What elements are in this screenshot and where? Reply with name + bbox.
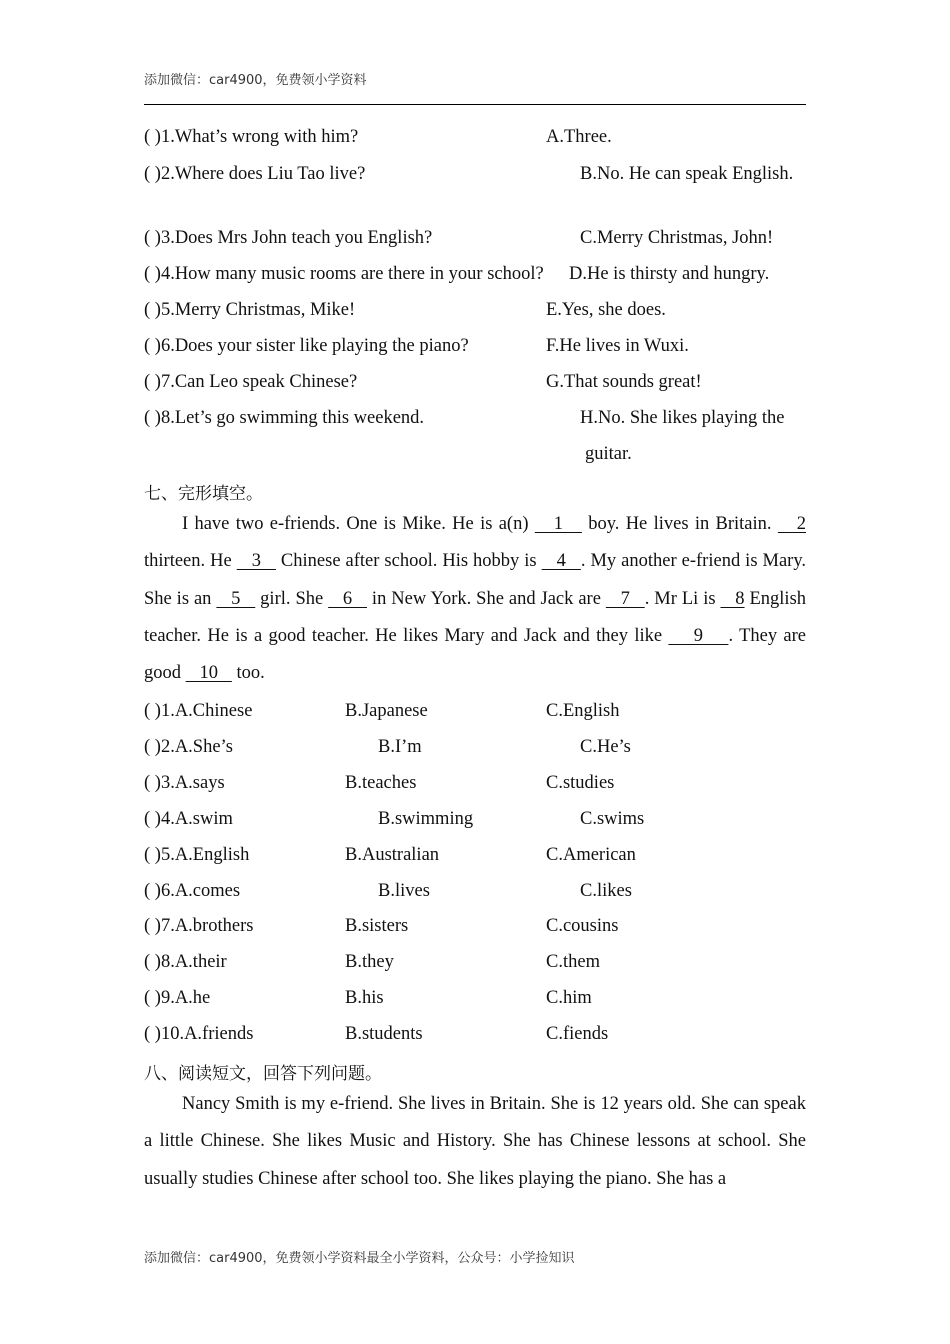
page-footer: 添加微信：car4900，免费领小学资料最全小学资料，公众号：小学捡知识 <box>144 1251 575 1266</box>
cloze-blank-10: 10 <box>185 663 232 684</box>
matching-question-7: ( )7.Can Leo speak Chinese? <box>144 372 358 392</box>
cloze-option-9-a: ( )9.A.he <box>144 988 211 1008</box>
matching-question-2: ( )2.Where does Liu Tao live? <box>144 164 366 184</box>
cloze-text-6: girl. She <box>255 588 329 609</box>
matching-answer-c: C.Merry Christmas, John! <box>580 228 774 248</box>
matching-answer-h-continued: guitar. <box>585 444 632 464</box>
cloze-passage <box>144 506 806 692</box>
cloze-blank-1: 1 <box>534 514 582 534</box>
reading-passage-text: Nancy Smith is my e-friend. She lives in Britain. She is 12 years old. She can speak a little Chinese. She likes Music and History. She has Chinese lessons at school. She usually studies Chinese after school too. She likes playing the piano. She has a <box>144 1094 806 1189</box>
cloze-option-7-b: B.sisters <box>345 916 409 936</box>
cloze-option-9-b: B.his <box>345 988 384 1008</box>
cloze-text-4: Chinese after school. His hobby is <box>275 551 542 572</box>
matching-answer-a: A.Three. <box>546 127 612 147</box>
cloze-blank-2: 2 <box>777 514 807 534</box>
matching-answer-e: E.Yes, she does. <box>546 300 666 320</box>
matching-answer-d: D.He is thirsty and hungry. <box>569 264 770 284</box>
cloze-option-8-c: C.them <box>546 952 600 972</box>
matching-question-5: ( )5.Merry Christmas, Mike! <box>144 300 356 320</box>
cloze-option-10-a: ( )10.A.friends <box>144 1024 254 1044</box>
cloze-option-10-c: C.fiends <box>546 1024 609 1044</box>
cloze-option-4-a: ( )4.A.swim <box>144 809 233 829</box>
cloze-option-3-a: ( )3.A.says <box>144 773 225 793</box>
cloze-blank-7: 7 <box>605 588 645 609</box>
cloze-option-3-c: C.studies <box>546 773 615 793</box>
cloze-option-5-b: B.Australian <box>345 845 440 865</box>
cloze-option-9-c: C.him <box>546 988 592 1008</box>
cloze-option-1-a: ( )1.A.Chinese <box>144 701 253 721</box>
matching-answer-b: B.No. He can speak English. <box>580 164 794 184</box>
header-rule <box>144 104 806 105</box>
reading-section-title: 八、阅读短文，回答下列问题。 <box>144 1064 382 1084</box>
matching-question-1: ( )1.What’s wrong with him? <box>144 127 359 147</box>
cloze-text-7: in New York. She and Jack are <box>367 588 606 609</box>
cloze-text-8: . Mr Li is <box>644 588 721 609</box>
cloze-option-5-c: C.American <box>546 845 636 865</box>
cloze-option-1-c: C.English <box>546 701 620 721</box>
cloze-text-3: thirteen. He <box>144 551 237 572</box>
cloze-option-6-b: B.lives <box>378 881 430 901</box>
cloze-option-1-b: B.Japanese <box>345 701 428 721</box>
cloze-option-6-a: ( )6.A.comes <box>144 881 241 901</box>
matching-question-8: ( )8.Let’s go swimming this weekend. <box>144 408 425 428</box>
cloze-option-4-c: C.swims <box>580 809 645 829</box>
cloze-option-2-a: ( )2.A.She’s <box>144 737 233 757</box>
cloze-option-10-b: B.students <box>345 1024 423 1044</box>
matching-question-4: ( )4.How many music rooms are there in your school? <box>144 264 544 284</box>
cloze-blank-6: 6 <box>328 588 367 609</box>
cloze-option-4-b: B.swimming <box>378 809 474 829</box>
matching-question-6: ( )6.Does your sister like playing the piano? <box>144 336 469 356</box>
cloze-section-title: 七、完形填空。 <box>144 484 263 504</box>
cloze-option-8-b: B.they <box>345 952 394 972</box>
cloze-blank-3: 3 <box>236 551 276 572</box>
cloze-text-2: boy. He lives in Britain. <box>581 514 778 534</box>
cloze-blank-8: 8 <box>720 588 745 609</box>
cloze-option-6-c: C.likes <box>580 881 632 901</box>
cloze-option-7-a: ( )7.A.brothers <box>144 916 254 936</box>
cloze-blank-4: 4 <box>541 551 581 572</box>
matching-answer-f: F.He lives in Wuxi. <box>546 336 689 356</box>
cloze-option-2-c: C.He’s <box>580 737 631 757</box>
cloze-option-3-b: B.teaches <box>345 773 417 793</box>
reading-passage <box>144 1086 806 1198</box>
cloze-blank-5: 5 <box>216 588 256 609</box>
cloze-option-2-b: B.I’m <box>378 737 422 757</box>
matching-question-3: ( )3.Does Mrs John teach you English? <box>144 228 433 248</box>
cloze-option-5-a: ( )5.A.English <box>144 845 250 865</box>
cloze-text-5: . My another e-friend is Mary. She is an <box>144 551 807 609</box>
cloze-text-1: I have two e-friends. One is Mike. He is a(n) <box>182 514 535 534</box>
cloze-text-9: English teacher. He is a good teacher. He likes Mary and Jack and they like <box>144 588 807 646</box>
cloze-option-7-c: C.cousins <box>546 916 619 936</box>
cloze-text-10: . They are good <box>144 625 807 684</box>
cloze-blank-9: 9 <box>668 625 729 646</box>
matching-answer-g: G.That sounds great! <box>546 372 702 392</box>
cloze-option-8-a: ( )8.A.their <box>144 952 227 972</box>
cloze-text-11: too. <box>231 663 265 684</box>
page-header: 添加微信：car4900，免费领小学资料 <box>144 73 367 88</box>
matching-answer-h: H.No. She likes playing the <box>580 408 785 428</box>
